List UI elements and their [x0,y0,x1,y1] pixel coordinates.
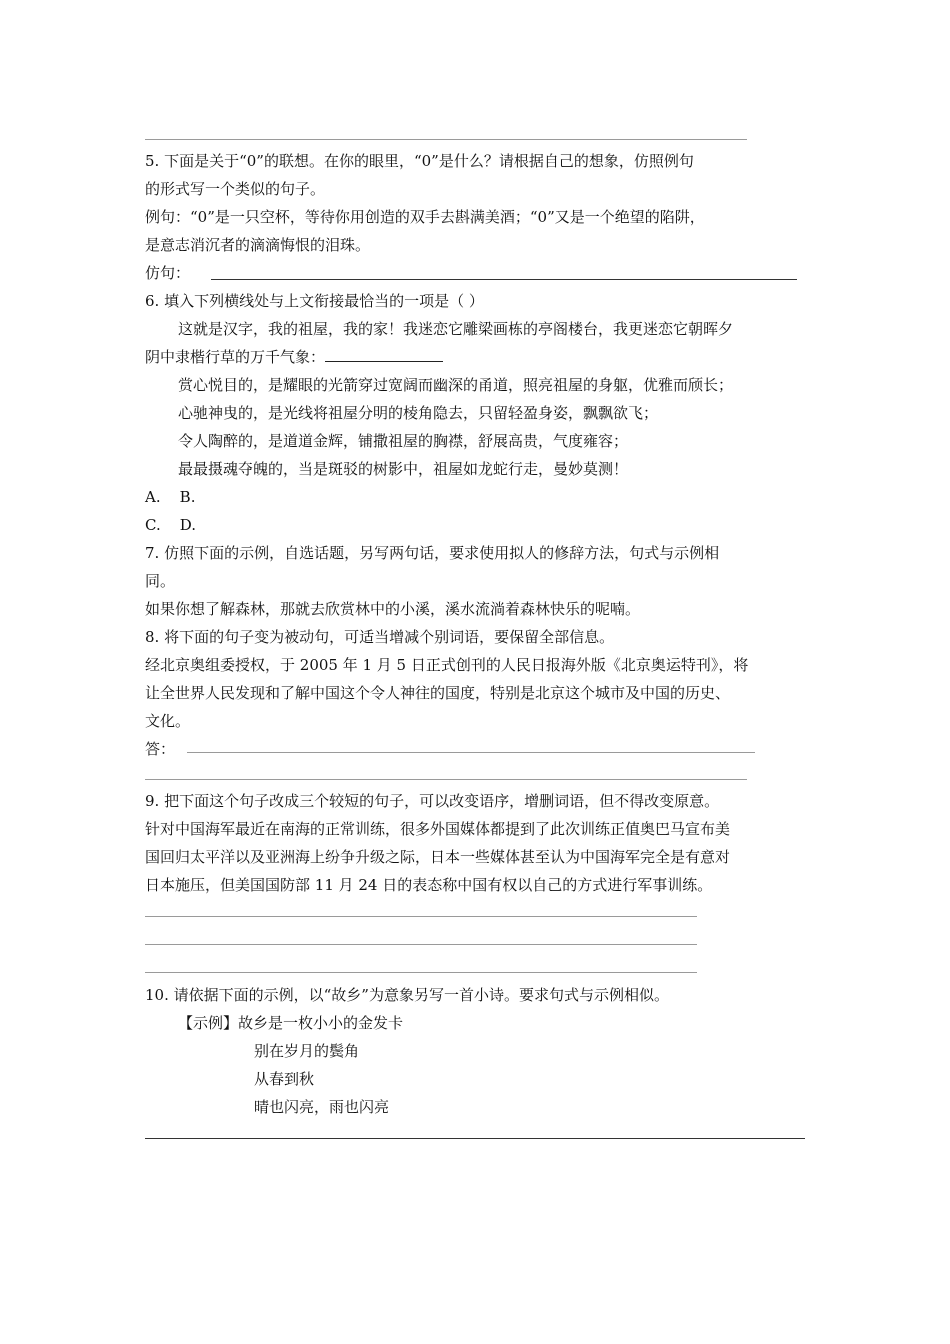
q9-text-line1: 针对中国海军最近在南海的正常训练，很多外国媒体都提到了此次训练正值奥巴马宣布美 [145,820,731,838]
q9-answer-line3[interactable] [145,972,697,973]
bottom-rule [145,1138,805,1139]
q5-prompt-line2: 的形式写一个类似的句子。 [145,180,326,198]
q8-text-line2: 让全世界人民发现和了解中国这个令人神往的国度，特别是北京这个城市及中国的历史、 [145,684,731,702]
q10-prompt: 10. 请依据下面的示例，以“故乡”为意象另写一首小诗。要求句式与示例相似。 [145,986,669,1004]
q9-answer-line2[interactable] [145,944,697,945]
q5-answer-label: 仿句： [145,264,191,282]
q6-choices-ab[interactable]: A. B. [145,488,196,506]
q6-option-line2: 心驰神曳的，是光线将祖屋分明的棱角隐去，只留轻盈身姿，飘飘欲飞； [178,404,659,422]
q9-answer-line1[interactable] [145,916,697,917]
answer-line-top [145,139,747,140]
q10-example-first-line [178,1013,403,1033]
q9-prompt: 9. 把下面这个句子改成三个较短的句子，可以改变语序，增删词语，但不得改变原意。 [145,792,720,810]
q6-option-line4: 最最摄魂夺魄的，当是斑驳的树影中，祖屋如龙蛇行走，曼妙莫测！ [178,460,629,478]
q8-prompt: 8. 将下面的句子变为被动句，可适当增减个别词语，要保留全部信息。 [145,628,615,646]
q10-example-label: 【示例】 [178,1014,239,1032]
q10-poem-line4: 晴也闪亮，雨也闪亮 [254,1098,390,1116]
q10-poem-line3: 从春到秋 [254,1070,315,1088]
q9-text-line2: 国回归太平洋以及亚洲海上纷争升级之际，日本一些媒体甚至认为中国海军完全是有意对 [145,848,731,866]
q6-choices-cd[interactable]: C. D. [145,516,197,534]
q7-prompt-line2: 同。 [145,572,176,590]
q8-text-line1: 经北京奥组委授权，于 2005 年 1 月 5 日正式创刊的人民日报海外版《北京奥运特刊》，将 [145,656,749,674]
q5-example-line1: 例句：“0”是一只空杯，等待你用创造的双手去斟满美酒；“0”又是一个绝望的陷阱， [145,208,705,226]
q8-text-line3: 文化。 [145,712,191,730]
q5-example-line2: 是意志消沉者的滴滴悔恨的泪珠。 [145,236,371,254]
q8-answer-line2[interactable] [145,779,747,780]
q5-answer-line[interactable] [211,279,797,280]
q6-option-line1: 赏心悦目的，是耀眼的光箭穿过宽阔而幽深的甬道，照亮祖屋的身躯，优雅而颀长； [178,376,734,394]
q7-example: 如果你想了解森林，那就去欣赏林中的小溪，溪水流淌着森林快乐的呢喃。 [145,600,641,618]
q10-poem-line1: 故乡是一枚小小的金发卡 [238,1014,404,1032]
q6-passage-line1: 这就是汉字，我的祖屋，我的家！我迷恋它雕梁画栋的亭阁楼台，我更迷恋它朝晖夕 [178,320,734,338]
q7-prompt-line1: 7. 仿照下面的示例，自选话题，另写两句话，要求使用拟人的修辞方法，句式与示例相 [145,544,720,562]
q6-passage-line2-text: 阴中隶楷行草的万千气象： [145,348,326,366]
q8-answer-line1[interactable] [187,752,755,753]
q8-answer-label: 答： [145,740,176,758]
q6-blank[interactable] [325,347,443,362]
q6-option-line3: 令人陶醉的，是道道金辉，铺撒祖屋的胸襟，舒展高贵，气度雍容； [178,432,629,450]
q10-poem-line2: 别在岁月的鬓角 [254,1042,360,1060]
q6-prompt: 6. 填入下列横线处与上文衔接最恰当的一项是（ ） [145,292,484,310]
q6-passage-line2 [145,347,443,367]
q9-text-line3: 日本施压，但美国国防部 11 月 24 日的表态称中国有权以自己的方式进行军事训练。 [145,876,713,894]
q5-prompt-line1: 5. 下面是关于“0”的联想。在你的眼里，“0”是什么？请根据自己的想象，仿照例句 [145,152,694,170]
